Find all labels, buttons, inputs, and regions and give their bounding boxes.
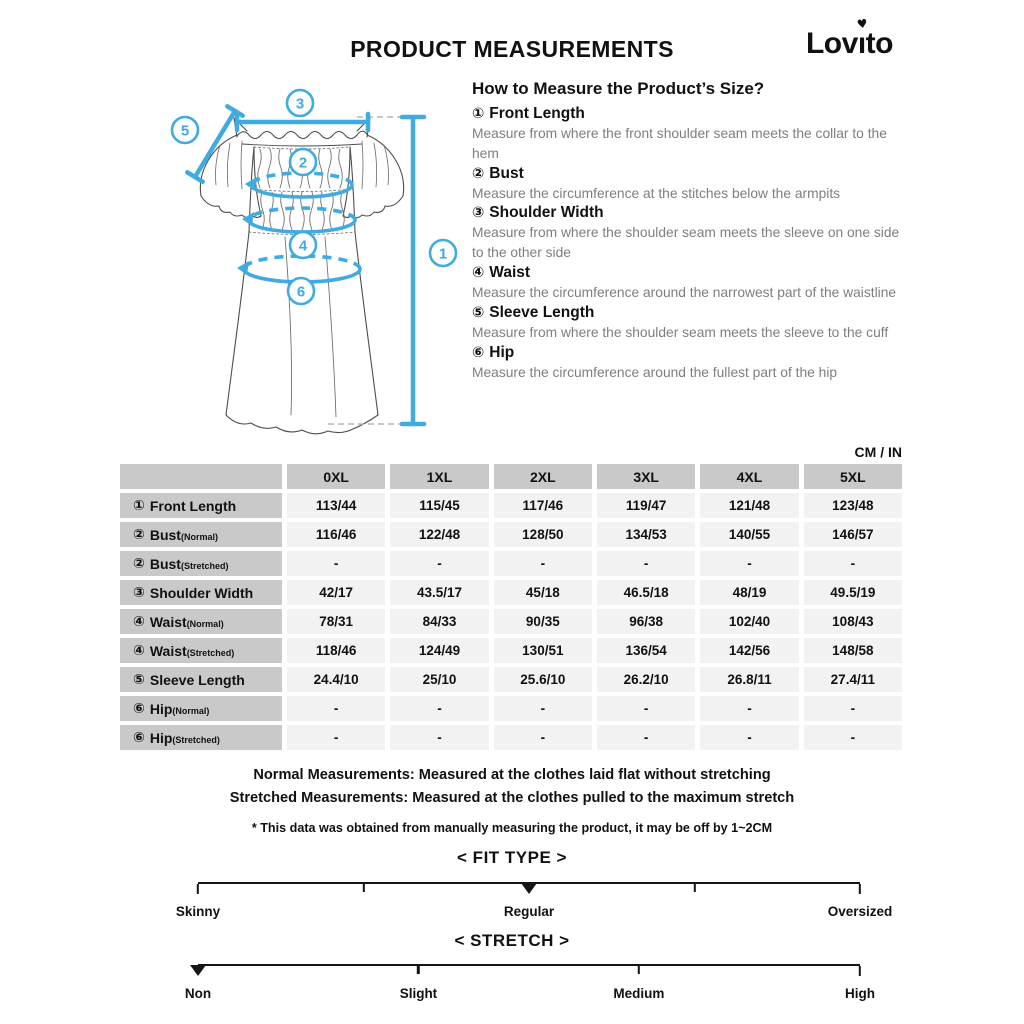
table-cell: 108/43 (804, 609, 902, 634)
table-cell: - (287, 725, 385, 750)
scale-tick (859, 884, 861, 894)
fit-type-marker-icon (521, 883, 537, 894)
table-cell: 142/56 (700, 638, 798, 663)
table-cell: 26.2/10 (597, 667, 695, 692)
table-cell: 115/45 (390, 493, 488, 518)
measure-label: Shoulder Width (489, 204, 604, 222)
measure-label: Bust (489, 164, 524, 182)
table-cell: - (597, 551, 695, 576)
table-cell: 78/31 (287, 609, 385, 634)
stretch-title: < STRETCH > (454, 931, 570, 950)
table-cell: 122/48 (390, 522, 488, 547)
row-label-bust-stretched: ② Bust (Stretched) (120, 551, 282, 576)
table-cell: 46.5/18 (597, 580, 695, 605)
measure-item-hip (472, 343, 906, 383)
dress-diagram (150, 85, 470, 445)
scale-tick (362, 884, 364, 892)
table-cell: 84/33 (390, 609, 488, 634)
table-cell: - (700, 725, 798, 750)
table-cell: 130/51 (494, 638, 592, 663)
table-cell: - (700, 551, 798, 576)
fit-label-oversized: Oversized (827, 904, 893, 919)
table-corner-cell (120, 464, 282, 489)
size-column-header: 2XL (494, 464, 592, 489)
table-cell: 121/48 (700, 493, 798, 518)
front-length-line (402, 117, 424, 424)
table-cell: 96/38 (597, 609, 695, 634)
size-column-header: 1XL (390, 464, 488, 489)
table-cell: 26.8/11 (700, 667, 798, 692)
measure-desc: Measure from where the front shoulder seam meets the collar to the hem (472, 126, 887, 161)
row-label-waist-stretched: ④ Waist (Stretched) (120, 638, 282, 663)
table-cell: - (804, 725, 902, 750)
table-cell: - (804, 696, 902, 721)
sleeve-length-line (187, 106, 242, 181)
table-cell: - (700, 696, 798, 721)
row-label-hip-normal: ⑥ Hip (Normal) (120, 696, 282, 721)
stretch-label-medium: Medium (613, 986, 665, 1001)
logo-text-pre: Lov (805, 27, 858, 60)
logo-text-post: to (865, 27, 893, 60)
table-cell: - (597, 696, 695, 721)
fit-label-regular: Regular (503, 904, 555, 919)
table-cell: - (390, 725, 488, 750)
table-cell: 25.6/10 (494, 667, 592, 692)
callout-3 (287, 90, 313, 116)
stretch-line (198, 964, 860, 979)
table-cell: 116/46 (287, 522, 385, 547)
table-cell: - (597, 725, 695, 750)
measure-label: Waist (489, 263, 531, 281)
table-cell: 27.4/11 (804, 667, 902, 692)
stretch-label-high: High (845, 986, 875, 1001)
logo-i (855, 16, 868, 61)
table-cell: 48/19 (700, 580, 798, 605)
measure-item-waist (472, 263, 906, 303)
measure-item-shoulder-width (472, 203, 906, 263)
scale-tick (859, 966, 861, 976)
table-cell: 124/49 (390, 638, 488, 663)
size-column-header: 0XL (287, 464, 385, 489)
table-cell: 118/46 (287, 638, 385, 663)
table-cell: 43.5/17 (390, 580, 488, 605)
guide-dashes (328, 117, 400, 424)
table-cell: 119/47 (597, 493, 695, 518)
table-cell: - (390, 696, 488, 721)
measure-label: Sleeve Length (489, 303, 595, 321)
table-cell: 102/40 (700, 609, 798, 634)
table-cell: 90/35 (494, 609, 592, 634)
waist-ellipse (242, 208, 355, 232)
note-stretched: Stretched Measurements: Measured at the clothes pulled to the maximum stretch (229, 789, 795, 806)
table-cell: 113/44 (287, 493, 385, 518)
table-cell: 24.4/10 (287, 667, 385, 692)
page-title: PRODUCT MEASUREMENTS (350, 36, 674, 62)
table-cell: 123/48 (804, 493, 902, 518)
table-cell: - (494, 551, 592, 576)
svg-text:6: 6 (296, 283, 306, 301)
measure-desc: Measure from where the shoulder seam meets the sleeve to the cuff (472, 324, 889, 340)
table-cell: 140/55 (700, 522, 798, 547)
stretch-label-slight: Slight (399, 986, 438, 1001)
size-column-header: 3XL (597, 464, 695, 489)
table-cell: 117/46 (494, 493, 592, 518)
scale-tick (693, 884, 695, 892)
note-normal: Normal Measurements: Measured at the clothes laid flat without stretching (253, 767, 771, 783)
table-cell: 148/58 (804, 638, 902, 663)
measure-label: Hip (489, 343, 515, 361)
row-label-front-length: ① Front Length (120, 493, 282, 518)
circled-number: ③ (472, 205, 485, 222)
circled-number: ⑥ (472, 344, 485, 361)
stretch-label-non: Non (184, 986, 212, 1001)
brand-logo (805, 16, 893, 61)
stretch-marker-icon (190, 965, 206, 976)
measure-label: Front Length (489, 105, 585, 122)
table-cell: 25/10 (390, 667, 488, 692)
svg-text:3: 3 (295, 95, 305, 113)
measure-desc: Measure the circumference around the fullest part of the hip (472, 364, 838, 380)
table-cell: 45/18 (494, 580, 592, 605)
row-label-waist-normal: ④ Waist (Normal) (120, 609, 282, 634)
size-column-header: 5XL (804, 464, 902, 489)
circled-number: ④ (472, 264, 485, 281)
heart-icon: ♥ (855, 16, 868, 32)
disclaimer-note: * This data was obtained from manually measuring the product, it may be off by 1~2CM (251, 821, 773, 835)
row-label-sleeve-length: ⑤ Sleeve Length (120, 667, 282, 692)
table-cell: - (390, 551, 488, 576)
svg-text:4: 4 (298, 237, 308, 255)
table-cell: - (287, 696, 385, 721)
callout-1 (430, 240, 456, 266)
measure-desc: Measure the circumference at the stitches below the armpits (472, 185, 841, 201)
fit-type-line (198, 882, 860, 897)
logo-dotless-i: ı (857, 27, 866, 60)
how-to-measure-section (472, 79, 906, 382)
bust-ellipse (245, 173, 352, 197)
how-to-title: How to Measure the Product’s Size? (472, 79, 765, 98)
fit-type-title: < FIT TYPE > (457, 848, 567, 867)
fit-label-skinny: Skinny (175, 904, 221, 919)
row-label-shoulder-width: ③ Shoulder Width (120, 580, 282, 605)
table-cell: 134/53 (597, 522, 695, 547)
table-cell: 146/57 (804, 522, 902, 547)
measure-desc: Measure the circumference around the narrowest part of the waistline (472, 284, 897, 300)
callout-4 (290, 232, 316, 258)
svg-text:5: 5 (180, 122, 190, 140)
fit-type-scale (175, 882, 893, 919)
table-cell: - (287, 551, 385, 576)
callout-2 (290, 149, 316, 175)
size-column-header: 4XL (700, 464, 798, 489)
table-cell: - (494, 725, 592, 750)
circled-number: ① (472, 106, 485, 122)
circled-number: ⑤ (472, 304, 485, 321)
table-cell: - (494, 696, 592, 721)
row-label-bust-normal: ② Bust (Normal) (120, 522, 282, 547)
measurements-table (120, 464, 902, 750)
callout-5 (172, 117, 198, 143)
scale-tick (417, 966, 419, 974)
svg-text:1: 1 (438, 245, 448, 263)
units-label: CM / IN (854, 444, 902, 460)
scale-tick (638, 966, 640, 974)
measure-item-front-length (472, 104, 906, 164)
circled-number: ② (472, 165, 485, 182)
table-cell: 42/17 (287, 580, 385, 605)
table-cell: - (804, 551, 902, 576)
svg-text:2: 2 (298, 154, 308, 172)
row-label-hip-stretched: ⑥ Hip (Stretched) (120, 725, 282, 750)
measure-item-bust (472, 164, 906, 204)
measure-desc: Measure from where the shoulder seam meets the sleeve on one side to the other side (472, 225, 900, 261)
callout-6 (288, 278, 314, 304)
table-cell: 49.5/19 (804, 580, 902, 605)
table-cell: 128/50 (494, 522, 592, 547)
scale-tick (197, 884, 199, 894)
stretch-scale (184, 964, 875, 1001)
measurement-notes (0, 764, 1024, 809)
measure-item-sleeve-length (472, 303, 906, 343)
table-cell: 136/54 (597, 638, 695, 663)
